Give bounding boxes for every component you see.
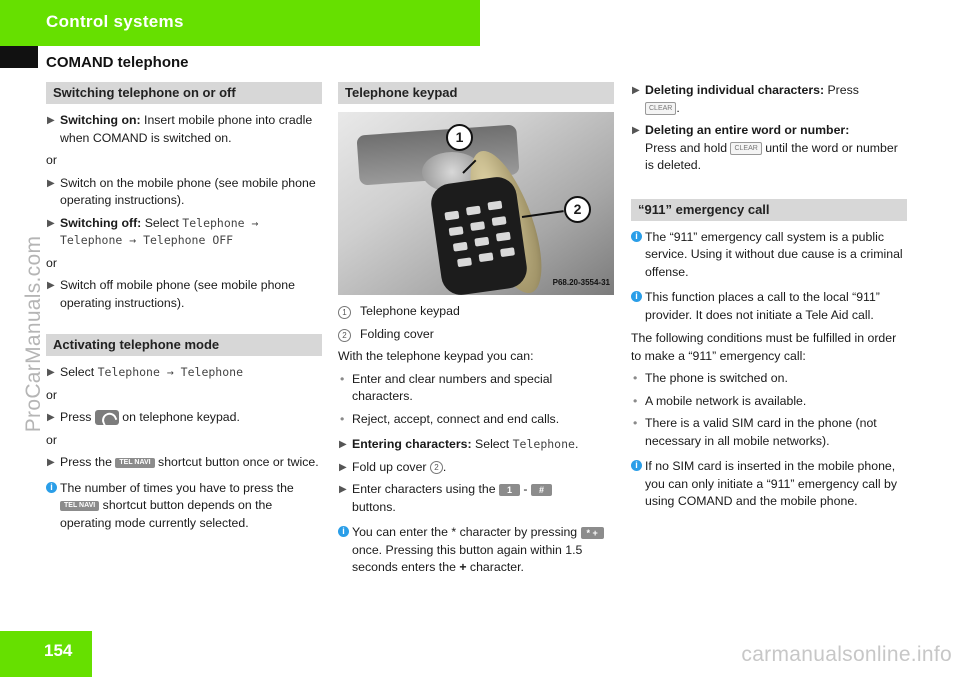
page-subtitle: COMAND telephone [46, 54, 189, 71]
info-icon: i [631, 291, 642, 302]
step-fold-cover: ▶ Fold up cover 2 . [338, 459, 614, 477]
info-icon: i [631, 460, 642, 471]
telephone-keypad [429, 175, 530, 295]
arrow-icon: ▶ [339, 439, 347, 450]
step-delete-character: ▶ Deleting individual characters: Press CLEAR . [632, 83, 859, 115]
info-note-star: i You can enter the * character by pressing * + once. Pressing this button again within 1.5 seconds enters the + character. [338, 524, 614, 577]
section-heading-911: “911” emergency call [631, 199, 907, 221]
watermark-vertical: ProCarManuals.com [22, 235, 45, 433]
or-text: or [46, 153, 57, 167]
section-heading-switching: Switching telephone on or off [46, 82, 322, 104]
page-number: 154 [44, 641, 73, 660]
callout-1: 1 [446, 124, 473, 151]
or-text: or [46, 255, 57, 270]
arrow-icon: ▶ [47, 177, 55, 189]
page-number-box [0, 631, 92, 677]
tel-navi-key-icon: TEL NAVI [60, 501, 99, 511]
clear-key-icon: CLEAR [645, 102, 676, 115]
column-middle [338, 82, 614, 583]
arrow-icon: ▶ [47, 367, 55, 378]
info-note-shortcut: i The number of times you have to press the TEL NAVI shortcut button depends on the operating mode currently selected. [46, 480, 322, 533]
bullet-item: • There is a valid SIM card in the phone (not necessary in all mobile networks). [633, 416, 877, 448]
step-delete-word: ▶ Deleting an entire word or number: Press and hold CLEAR until the word or number is deleted. [632, 123, 898, 172]
or-text: or [46, 432, 57, 447]
tel-navi-key-icon: TEL NAVI [115, 458, 154, 468]
bullet-item: • Reject, accept, connect and end calls. [340, 411, 560, 426]
step-press-tel-navi: ▶ Press the TEL NAVI shortcut button once or twice. [46, 454, 322, 472]
legend-number: 2 [338, 329, 351, 342]
step-switch-off-phone: ▶ Switch off mobile phone (see mobile phone operating instructions). [47, 278, 295, 310]
chapter-title: Control systems [46, 12, 184, 31]
chapter-header [0, 0, 480, 46]
column-right [631, 82, 907, 517]
arrow-icon: ▶ [47, 412, 55, 423]
legend-item: 1 Telephone keypad [338, 303, 614, 321]
key-hash-icon: # [531, 484, 552, 496]
info-note-911-service: i The “911” emergency call system is a public service. Using it without due cause is a criminal offense. [631, 229, 907, 282]
info-note-911-provider: i This function places a call to the local “911” provider. It does not initiate a Tele Aid call. [631, 289, 907, 324]
step-select-telephone: ▶ Select Telephone → Telephone [46, 364, 322, 382]
bullet-item: • The phone is switched on. [633, 371, 788, 385]
info-icon: i [338, 526, 349, 537]
or-text: or [46, 387, 57, 402]
section-marker [0, 46, 38, 68]
step-switch-on: ▶ Switching on: Insert mobile phone into cradle when COMAND is switched on. [47, 113, 313, 145]
info-note-no-sim: i If no SIM card is inserted in the mobile phone, you can only initiate a “911” emergency call by using COMAND and the mobile phone. [631, 458, 907, 511]
key-star-icon: * + [581, 527, 604, 539]
arrow-icon: ▶ [47, 280, 55, 291]
bullet-item: • A mobile network is available. [633, 393, 807, 408]
phone-key-icon [95, 410, 119, 425]
step-entering-characters: ▶ Entering characters: Select Telephone. [338, 436, 614, 454]
arrow-icon: ▶ [47, 217, 55, 229]
keypad-photo [338, 112, 614, 295]
conditions-intro: The following conditions must be fulfilled in order to make a “911” emergency call: [631, 331, 897, 363]
arrow-icon: ▶ [339, 461, 347, 473]
section-heading-activating: Activating telephone mode [46, 334, 322, 356]
step-switch-off: ▶ Switching off: Select Telephone → Telephone → Telephone OFF [47, 215, 259, 247]
section-heading-keypad: Telephone keypad [338, 82, 614, 104]
info-icon: i [631, 231, 642, 242]
keypad-intro: With the telephone keypad you can: [338, 349, 534, 363]
info-icon: i [46, 482, 57, 493]
legend-number: 1 [338, 306, 351, 319]
arrow-icon: ▶ [632, 125, 640, 136]
watermark-bottom: carmanualsonline.info [741, 643, 952, 666]
step-press-phone-key: ▶ Press on telephone keypad. [46, 409, 322, 427]
legend-item: 2 Folding cover [338, 326, 614, 344]
arrow-icon: ▶ [47, 457, 55, 468]
bullet-item: • Enter and clear numbers and special characters. [340, 371, 553, 403]
callout-2: 2 [564, 196, 591, 223]
step-enter-characters: ▶ Enter characters using the 1 - # buttons. [338, 481, 614, 516]
arrow-icon: ▶ [47, 115, 55, 126]
arrow-icon: ▶ [339, 484, 347, 495]
clear-key-icon: CLEAR [730, 142, 761, 155]
column-left [46, 82, 322, 538]
photo-code: P68.20-3554-31 [552, 277, 610, 287]
step-switch-on-phone: ▶ Switch on the mobile phone (see mobile phone operating instructions). [47, 175, 316, 207]
arrow-icon: ▶ [632, 85, 640, 96]
key-1-icon: 1 [499, 484, 520, 496]
